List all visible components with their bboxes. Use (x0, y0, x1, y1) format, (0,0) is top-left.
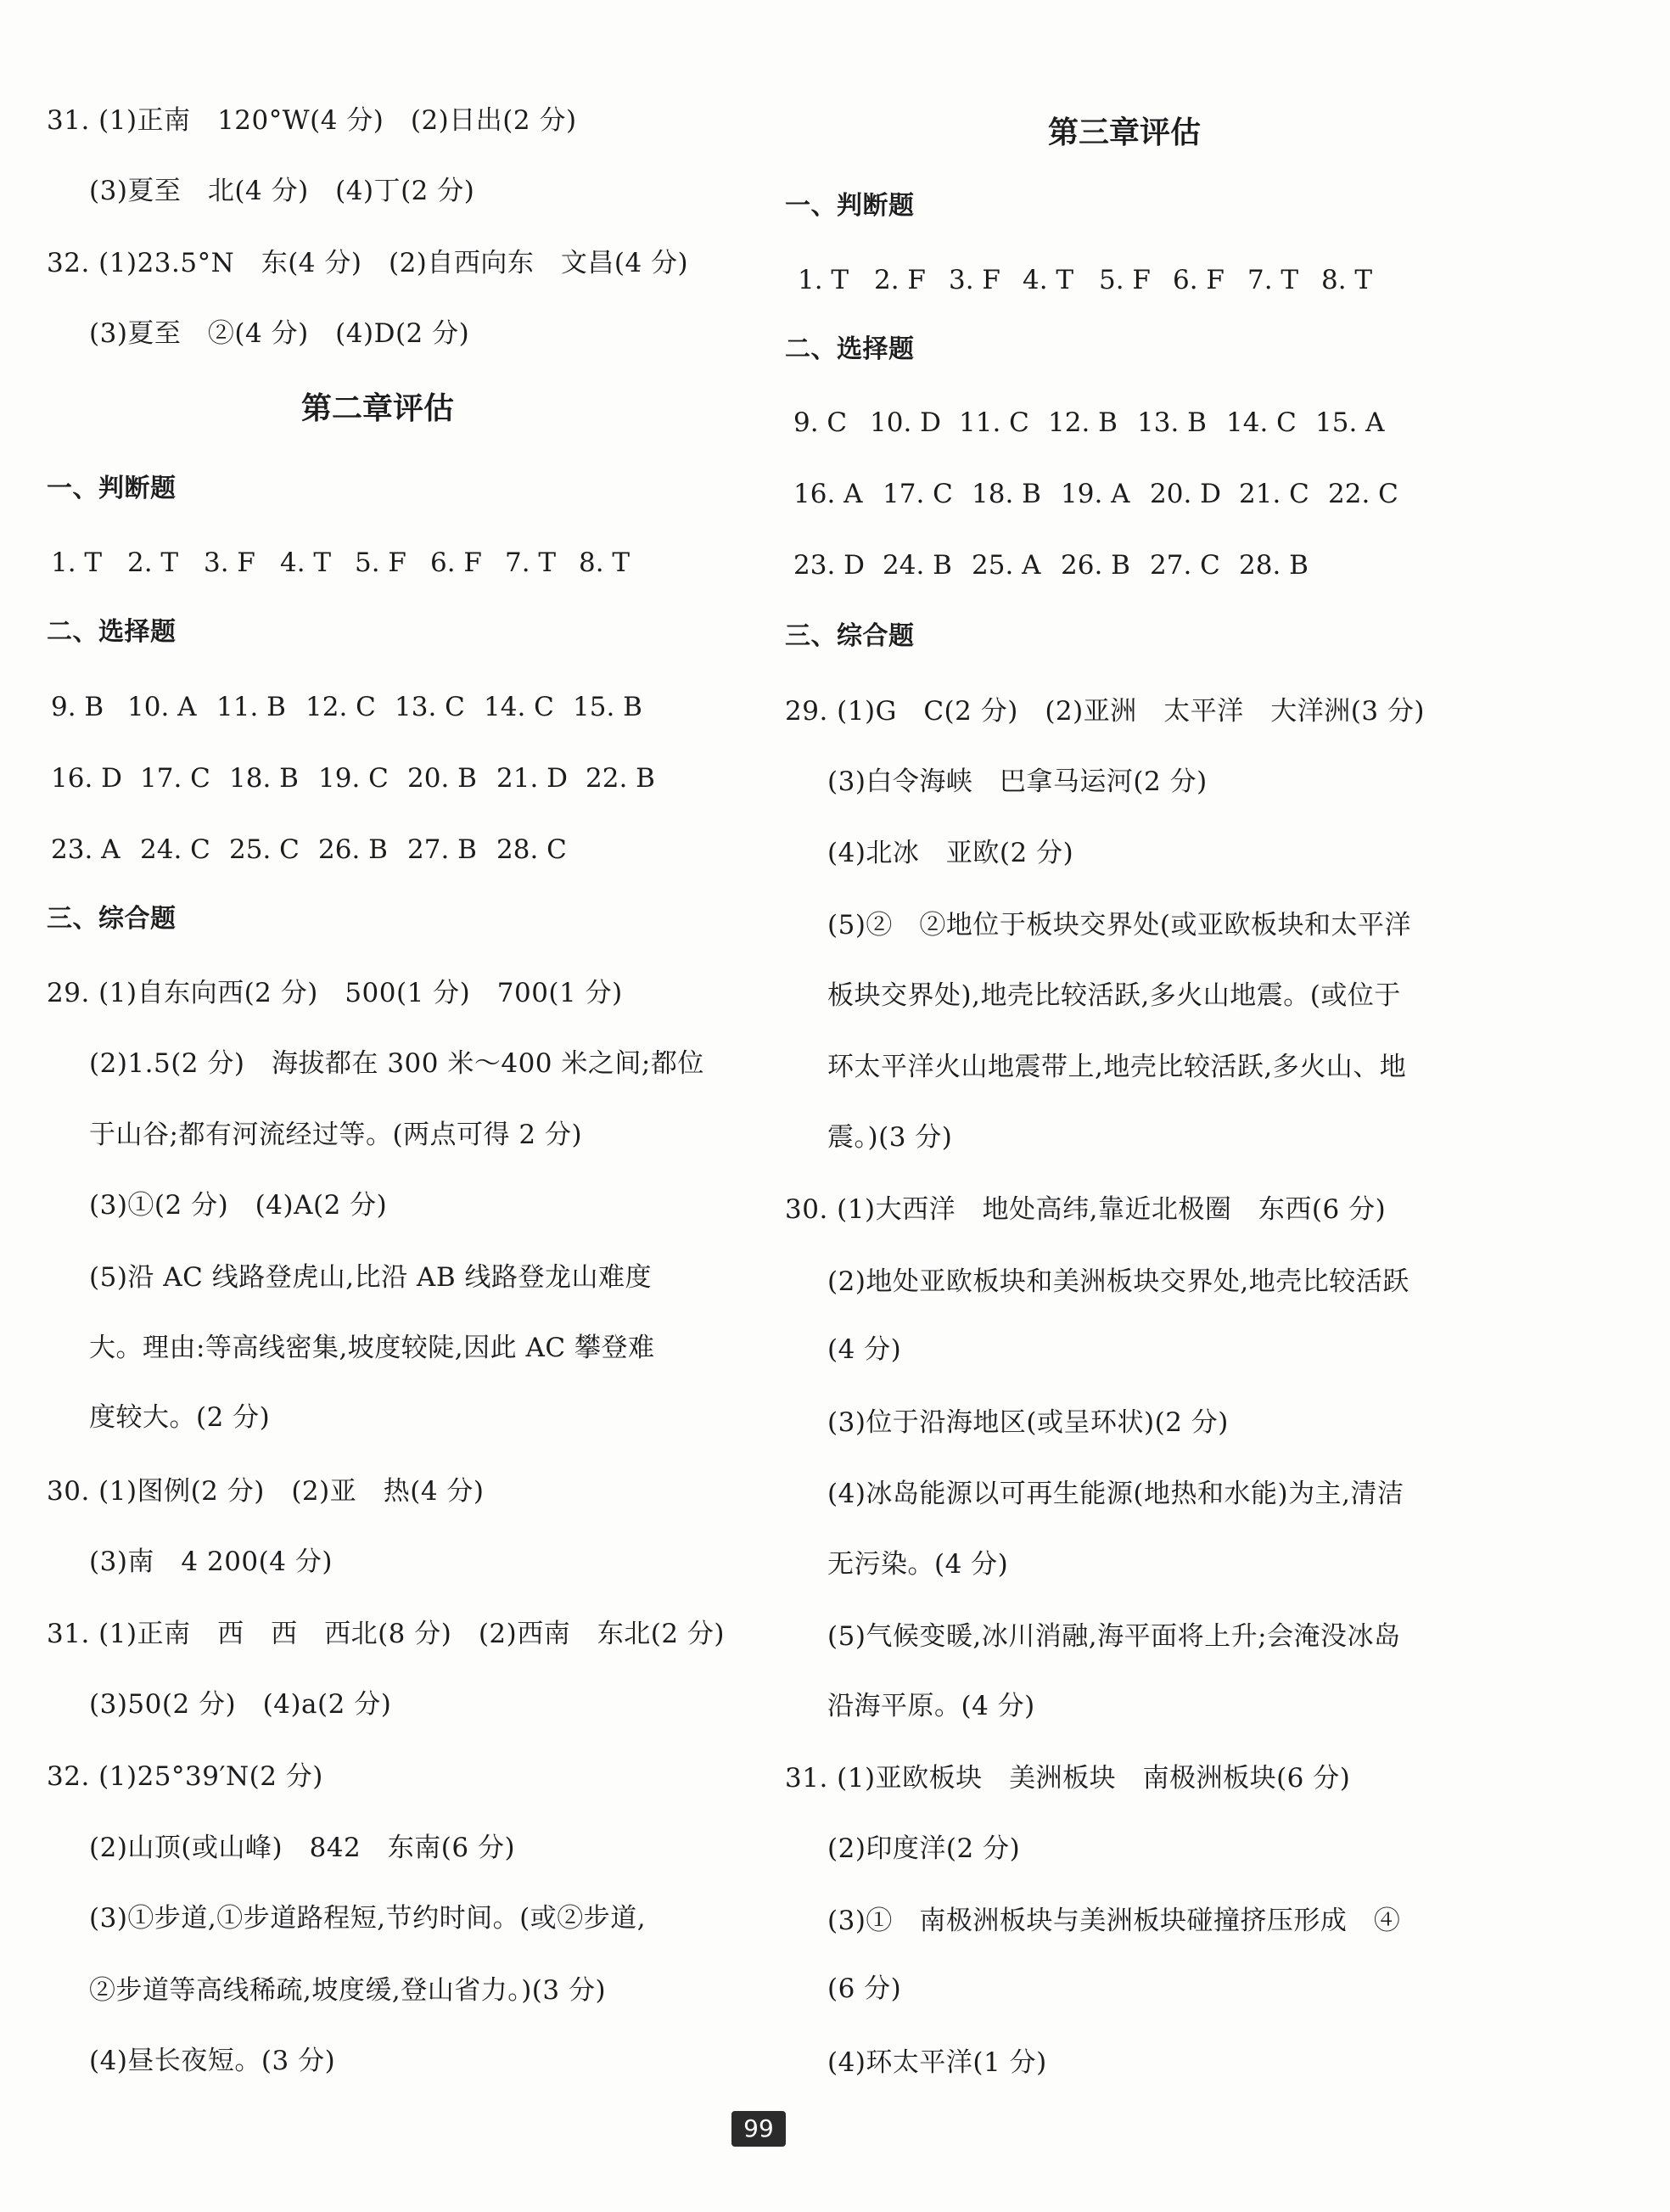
q32-line: (4)昼长夜短。(3 分) (89, 2046, 336, 2076)
mc-answer: 27. C (1150, 550, 1220, 581)
tf-answer: 6. F (430, 547, 482, 578)
q29-line: (5)沿 AC 线路登虎山,比沿 AB 线路登龙山难度 (89, 1262, 652, 1293)
prev-q32-line2: (3)夏至 ②(4 分) (4)D(2 分) (89, 318, 470, 349)
tf-answers-row (785, 263, 1515, 297)
section-multiple-choice: 二、选择题 (47, 617, 177, 647)
mc-answer: 9. C (793, 407, 848, 438)
q30-line: (4 分) (827, 1334, 902, 1365)
tf-answers-row (47, 546, 776, 580)
q29-line: 29. (1)自东向西(2 分) 500(1 分) 700(1 分) (47, 978, 623, 1008)
tf-answer: 5. F (1099, 265, 1151, 295)
q29-line: 板块交界处),地壳比较活跃,多火山地震。(或位于 (827, 980, 1401, 1011)
mc-answer: 10. D (870, 407, 942, 438)
mc-answer: 21. D (496, 763, 569, 794)
mc-answer: 11. C (959, 407, 1029, 438)
mc-answer: 18. B (972, 479, 1041, 509)
q30-line: (2)地处亚欧板块和美洲板块交界处,地壳比较活跃 (827, 1266, 1409, 1297)
mc-answers-row-2 (47, 761, 776, 795)
q29-line: 于山谷;都有河流经过等。(两点可得 2 分) (89, 1120, 583, 1150)
section-comprehensive: 三、综合题 (785, 621, 915, 651)
mc-answer: 12. B (1048, 407, 1118, 438)
q30-line: 沿海平原。(4 分) (827, 1691, 1035, 1721)
q29-line: 大。理由:等高线密集,坡度较陡,因此 AC 攀登难 (89, 1333, 655, 1363)
mc-answer: 15. B (573, 692, 642, 722)
tf-answer: 7. T (1247, 265, 1299, 295)
section-comprehensive: 三、综合题 (47, 904, 177, 934)
q32-line: (2)山顶(或山峰) 842 东南(6 分) (89, 1833, 516, 1863)
q30-line: 30. (1)大西洋 地处高纬,靠近北极圈 东西(6 分) (785, 1194, 1387, 1225)
mc-answer: 24. C (140, 834, 210, 865)
q29-line: 环太平洋火山地震带上,地壳比较活跃,多火山、地 (827, 1052, 1407, 1082)
q29-line: (3)白令海峡 巴拿马运河(2 分) (827, 766, 1208, 797)
q29-line: 度较大。(2 分) (89, 1402, 271, 1433)
chapter-two-title: 第二章评估 (301, 391, 455, 426)
mc-answer: 26. B (318, 834, 388, 865)
q31-line: 31. (1)正南 西 西 西北(8 分) (2)西南 东北(2 分) (47, 1619, 726, 1649)
tf-answer: 8. T (579, 547, 630, 578)
mc-answer: 14. C (1226, 407, 1297, 438)
tf-answer: 6. F (1173, 265, 1224, 295)
mc-answer: 20. D (1150, 479, 1222, 509)
section-true-false: 一、判断题 (47, 474, 177, 503)
q30-line: 无污染。(4 分) (827, 1549, 1009, 1580)
tf-answer: 2. T (127, 547, 179, 578)
mc-answer: 16. A (793, 479, 863, 509)
q31-line: (3)① 南极洲板块与美洲板块碰撞挤压形成 ④ (827, 1906, 1401, 1936)
section-multiple-choice: 二、选择题 (785, 334, 915, 364)
mc-answer: 17. C (883, 479, 953, 509)
q30-line: (4)冰岛能源以可再生能源(地热和水能)为主,清洁 (827, 1479, 1404, 1509)
tf-answer: 8. T (1321, 265, 1373, 295)
tf-answer: 4. T (280, 547, 332, 578)
mc-answer: 19. A (1061, 479, 1130, 509)
tf-answer: 1. T (798, 265, 849, 295)
page-number-badge: 99 (731, 2111, 786, 2147)
mc-answer: 23. D (793, 550, 866, 581)
mc-answers-row-2 (785, 477, 1515, 511)
mc-answer: 22. B (586, 763, 655, 794)
mc-answer: 25. A (972, 550, 1041, 581)
q31-line: (2)印度洋(2 分) (827, 1833, 1021, 1864)
tf-answer: 2. F (874, 265, 926, 295)
tf-answer: 4. T (1023, 265, 1074, 295)
q29-line: 震。)(3 分) (827, 1122, 953, 1153)
mc-answer: 19. C (318, 763, 389, 794)
mc-answer: 12. C (305, 692, 376, 722)
q31-line: (4)环太平洋(1 分) (827, 2047, 1047, 2078)
q31-line: (3)50(2 分) (4)a(2 分) (89, 1689, 392, 1720)
chapter-three-title: 第三章评估 (1048, 115, 1202, 150)
q30-line: (3)位于沿海地区(或呈环状)(2 分) (827, 1407, 1229, 1438)
mc-answer: 13. C (395, 692, 465, 722)
mc-answer: 11. B (216, 692, 286, 722)
mc-answer: 23. A (51, 834, 120, 865)
mc-answer: 17. C (140, 763, 210, 794)
mc-answer: 24. B (883, 550, 952, 581)
q32-line: ②步道等高线稀疏,坡度缓,登山省力。)(3 分) (89, 1975, 607, 2006)
mc-answer: 10. A (127, 692, 197, 722)
q31-line: (6 分) (827, 1973, 902, 2004)
mc-answer: 21. C (1239, 479, 1309, 509)
q32-line: 32. (1)25°39′N(2 分) (47, 1761, 323, 1792)
mc-answer: 27. B (407, 834, 477, 865)
section-true-false: 一、判断题 (785, 191, 915, 221)
q30-line: (5)气候变暖,冰川消融,海平面将上升;会淹没冰岛 (827, 1621, 1401, 1652)
mc-answer: 16. D (51, 763, 123, 794)
tf-answer: 5. F (355, 547, 406, 578)
q31-line: 31. (1)亚欧板块 美洲板块 南极洲板块(6 分) (785, 1763, 1351, 1794)
prev-q32-line1: 32. (1)23.5°N 东(4 分) (2)自西向东 文昌(4 分) (47, 248, 689, 278)
tf-answer: 1. T (51, 547, 103, 578)
mc-answer: 15. A (1315, 407, 1385, 438)
prev-q31-line2: (3)夏至 北(4 分) (4)丁(2 分) (89, 176, 475, 206)
mc-answers-row-1 (47, 690, 776, 724)
mc-answer: 13. B (1137, 407, 1207, 438)
mc-answer: 28. C (496, 834, 567, 865)
q30-line: (3)南 4 200(4 分) (89, 1547, 333, 1577)
mc-answers-row-3 (47, 833, 776, 867)
mc-answers-row-3 (785, 548, 1515, 582)
q30-line: 30. (1)图例(2 分) (2)亚 热(4 分) (47, 1476, 485, 1507)
mc-answer: 14. C (484, 692, 554, 722)
mc-answers-row-1 (785, 406, 1515, 440)
q29-line: (3)①(2 分) (4)A(2 分) (89, 1190, 388, 1221)
q29-line: 29. (1)G C(2 分) (2)亚洲 太平洋 大洋洲(3 分) (785, 696, 1425, 727)
tf-answer: 7. T (505, 547, 557, 578)
mc-answer: 22. C (1328, 479, 1398, 509)
q29-line: (2)1.5(2 分) 海拔都在 300 米～400 米之间;都位 (89, 1048, 704, 1079)
mc-answer: 25. C (229, 834, 300, 865)
q29-line: (5)② ②地位于板块交界处(或亚欧板块和太平洋 (827, 910, 1412, 940)
tf-answer: 3. F (204, 547, 255, 578)
q29-line: (4)北冰 亚欧(2 分) (827, 838, 1074, 868)
mc-answer: 26. B (1061, 550, 1130, 581)
mc-answer: 18. B (229, 763, 299, 794)
mc-answer: 28. B (1239, 550, 1309, 581)
mc-answer: 20. B (407, 763, 477, 794)
prev-q31-line1: 31. (1)正南 120°W(4 分) (2)日出(2 分) (47, 105, 577, 136)
mc-answer: 9. B (51, 692, 104, 722)
q32-line: (3)①步道,①步道路程短,节约时间。(或②步道, (89, 1903, 647, 1934)
tf-answer: 3. F (949, 265, 1000, 295)
